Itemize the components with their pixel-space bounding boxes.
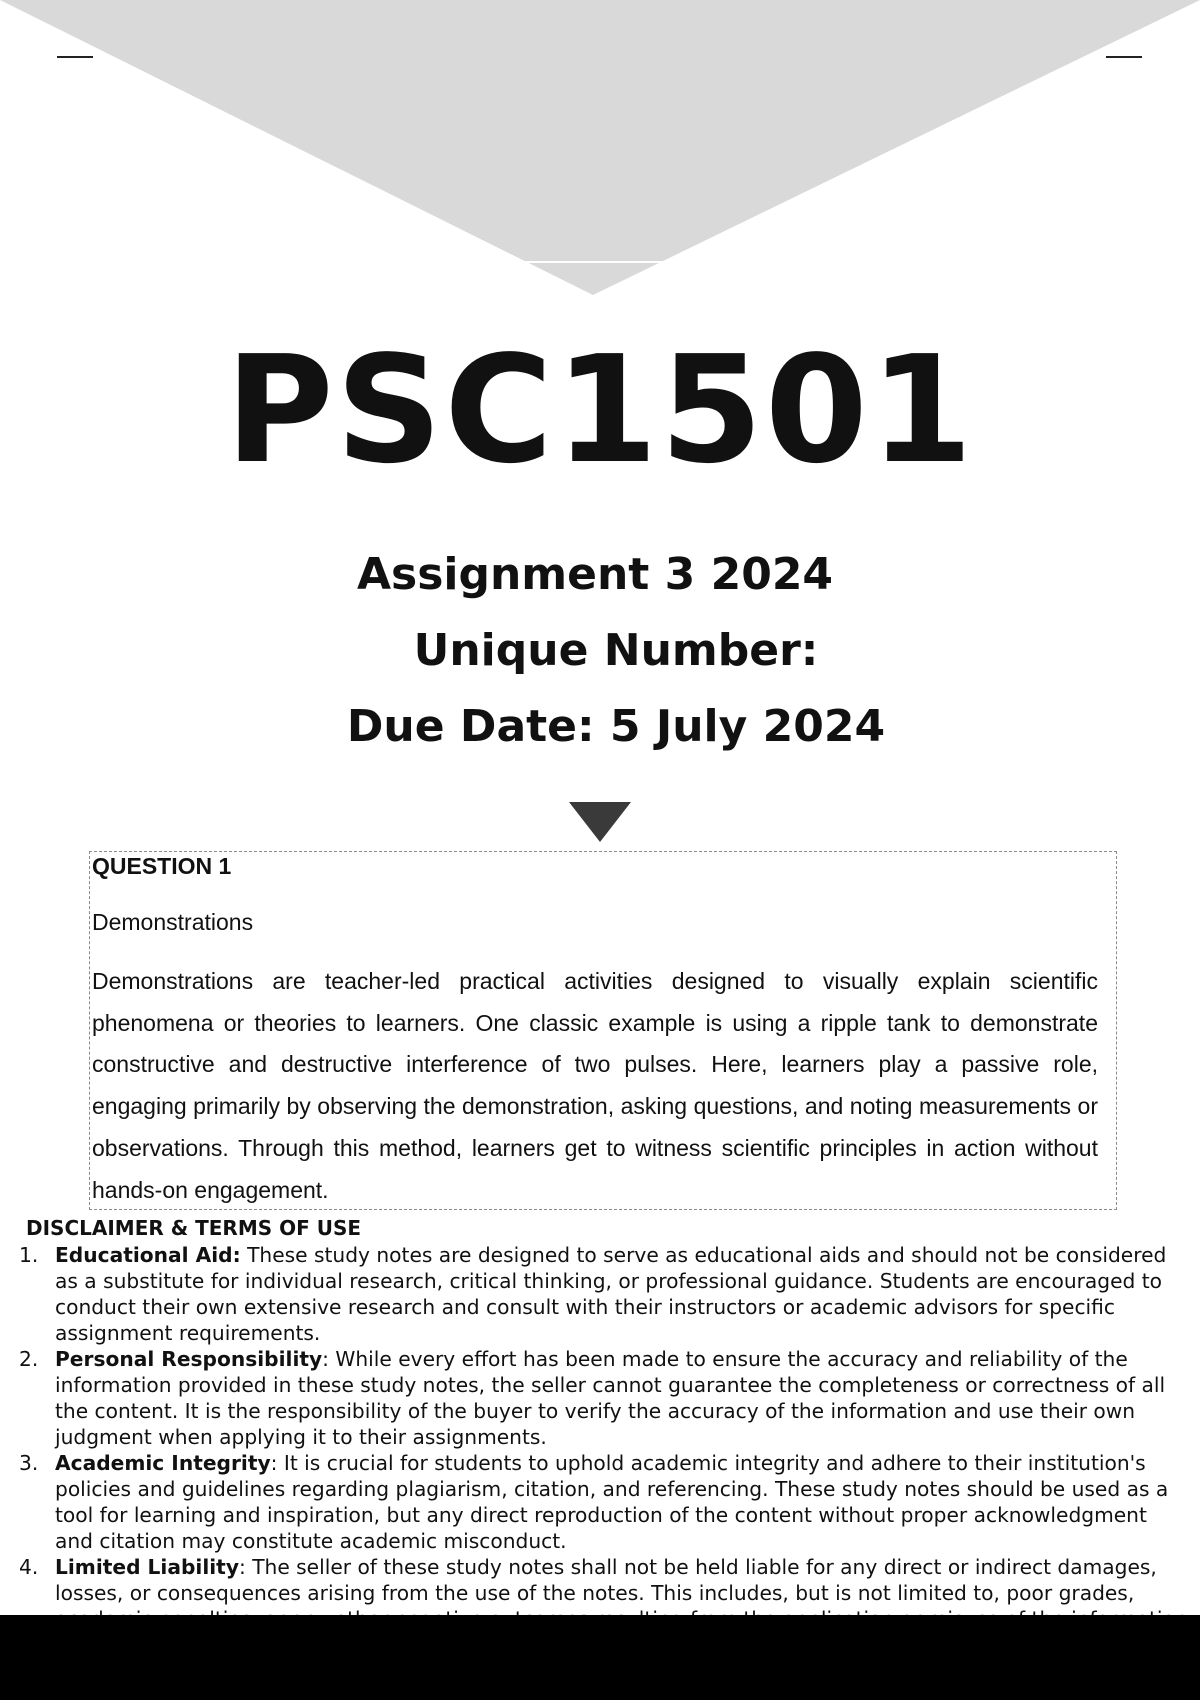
term-text: : The seller of these study notes shall not be held liable for any direct or indirect damages, losses, or consequences arising from the use of the notes. This includes, but is not limited to, poor grades, [55,1555,1157,1605]
term-number: 1. [19,1243,39,1267]
term-label: Academic Integrity [55,1451,271,1475]
question-heading: QUESTION 1 [92,853,232,879]
term-text: These study notes are designed to serve as educational aids and should not be considered as a substitute for individual research, critical thinking, or professional guidance. Students are encouraged to conduct their own extensive research and consult with their instructors or academic advisors for specific assignment requirements. [55,1243,1167,1345]
term-item-personal-responsibility [0,1346,1190,1450]
term-item-educational-aid [0,1242,1190,1346]
header-chevron-banner [0,0,1200,300]
term-number: 3. [19,1451,39,1475]
terms-list [0,1242,1190,1632]
due-date-label: Due Date: 5 July 2024 [346,701,886,752]
bottom-black-bar [0,1615,1200,1700]
term-number: 2. [19,1347,39,1371]
term-number: 4. [19,1555,39,1579]
term-text: : While every effort has been made to ensure the accuracy and reliability of the information provided in these study notes, the seller cannot guarantee the completeness or correctness of all the content. It is the responsibility of the buyer to verify the accuracy of the information and use their own judgment when applying it to their assignments. [55,1347,1166,1449]
term-label: Personal Responsibility [55,1347,323,1371]
unique-number-label: Unique Number: [413,625,819,676]
course-code-title: PSC1501 [225,324,975,496]
left-corner-mark [57,56,93,58]
term-label: Limited Liability [55,1555,239,1579]
question-subheading: Demonstrations [92,909,254,935]
right-corner-mark [1106,56,1142,58]
term-text: : It is crucial for students to uphold academic integrity and adhere to their institution's policies and guidelines regarding plagiarism, citation, and referencing. These study notes should be used as a tool for learning and inspiration, but any direct reproduction of the content without proper acknowledgment and citation may constitute academic misconduct. [55,1451,1169,1553]
disclaimer-heading: DISCLAIMER & TERMS OF USE [26,1216,362,1240]
assignment-title: Assignment 3 2024 [356,549,834,600]
term-label: Educational Aid: [55,1243,241,1267]
term-item-academic-integrity [0,1450,1190,1554]
down-triangle-icon [569,802,631,842]
banner-chevron-shape [0,0,1200,295]
question-body-text: Demonstrations are teacher-led practical activities designed to visually explain scientific phenomena or theories to learners. One classic example is using a ripple tank to demonstrate constructive and destructive interference of two pulses. Here, learners play a passive role, engaging primarily by observing the demonstration, asking questions, and noting measurements or observations. Through this method, learners get to witness scientific principles in action without hands-on engagement. [92,968,1098,1203]
